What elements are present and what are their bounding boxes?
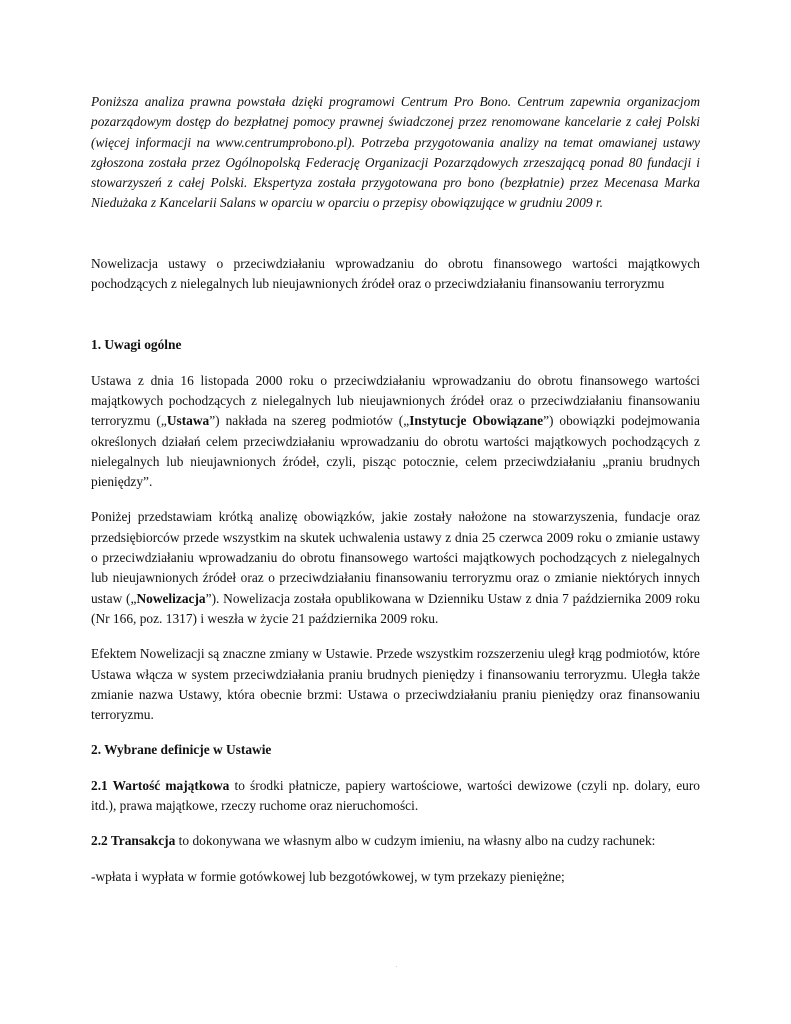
intro-paragraph: Poniższa analiza prawna powstała dzięki programowi Centrum Pro Bono. Centrum zapewnia organizacjom pozarządowym dostęp do bezpłatnej pomocy prawnej świadczonej przez renomowane kancelarie z całej Polski (więcej informacji na www.centrumprobono.pl). Potrzeba przygotowania analizy na temat omawianej ustawy zgłoszona została przez Ogólnopolską Federację Organizacji Pozarządowych zrzeszającą ponad 80 fundacji i stowarzyszeń z całej Polski. Ekspertyza została przygotowana pro bono (bezpłatnie) przez Mecenasa Marka Niedużaka z Kancelarii Salans w oparciu w oparciu o przepisy obowiązujące w grudniu 2009 r. xyxy=(91,94,700,211)
definition-2-1-term: 2.1 Wartość majątkowa xyxy=(91,777,230,793)
section-1-paragraph-2: Poniżej przedstawiam krótką analizę obowiązków, jakie zostały nałożone na stowarzyszenia, fundacje oraz przedsiębiorców przede wszystkim na skutek uchwalenia ustawy z dnia 25 czerwca 2009 roku o zmianie ustawy o przeciwdziałaniu wprowadzaniu do obrotu finansowego wartości majątkowych pochodzących z nielegalnych lub nieujawnionych źródeł oraz o przeciwdziałaniu finansowaniu terroryzmu oraz o zmianie niektórych innych ustaw („Nowelizacja”). Nowelizacja została opublikowana w Dzienniku Ustaw z dnia 7 października 2009 roku (Nr 166, poz. 1317) i weszła w życie 21 października 2009 roku. xyxy=(91,509,700,626)
definition-2-2-term: 2.2 Transakcja xyxy=(91,833,176,849)
definition-2-1: 2.1 Wartość majątkowa to środki płatnicze, papiery wartościowe, wartości dewizowe (czyli np. dolary, euro itd.), prawa majątkowe, rzeczy ruchome oraz nieruchomości. xyxy=(91,777,700,814)
section-1-paragraph-1: Ustawa z dnia 16 listopada 2000 roku o przeciwdziałaniu wprowadzaniu do obrotu finansowego wartości majątkowych pochodzących z nielegalnych lub nieujawnionych źródeł oraz o przeciwdziałaniu finansowaniu terroryzmu („Ustawa”) nakłada na szereg podmiotów („Instytucje Obowiązane”) obowiązki podejmowania określonych działań celem przeciwdziałaniu wprowadzaniu do obrotu wartości majątkowych pochodzących z nielegalnych lub nieujawnionych źródeł, czyli, pisząc potocznie, celem przeciwdziałaniu „praniu brudnych pieniędzy”. xyxy=(91,372,700,490)
section-2-heading: 2. Wybrane definicje w Ustawie xyxy=(91,742,272,758)
document-title: Nowelizacja ustawy o przeciwdziałaniu wprowadzaniu do obrotu finansowego wartości majątkowych pochodzących z nielegalnych lub nieujawnionych źródeł oraz o przeciwdziałaniu finansowaniu terroryzmu xyxy=(91,255,700,292)
section-1-paragraph-3: Efektem Nowelizacji są znaczne zmiany w Ustawie. Przede wszystkim rozszerzeniu uległ krąg podmiotów, które Ustawa włącza w system przeciwdziałania praniu brudnych pieniędzy i finansowaniu terroryzmu. Uległa także zmianie nazwa Ustawy, która obecnie brzmi: Ustawa o przeciwdziałaniu praniu pieniędzy oraz finansowaniu terroryzmu. xyxy=(91,646,700,723)
definition-2-2: 2.2 Transakcja to dokonywana we własnym albo w cudzym imieniu, na własny albo na cudzy rachunek: xyxy=(91,833,656,849)
term-instytucje-obowiazane: Instytucje Obowiązane xyxy=(409,413,544,429)
document-page xyxy=(91,92,700,887)
section-1-heading: 1. Uwagi ogólne xyxy=(91,337,182,353)
term-nowelizacja: Nowelizacja xyxy=(136,590,206,606)
term-ustawa: Ustawa xyxy=(166,413,210,429)
definition-2-2-bullet: -wpłata i wypłata w formie gotówkowej lub bezgotówkowej, w tym przekazy pieniężne; xyxy=(91,868,565,884)
footer-mark: . xyxy=(396,963,398,969)
